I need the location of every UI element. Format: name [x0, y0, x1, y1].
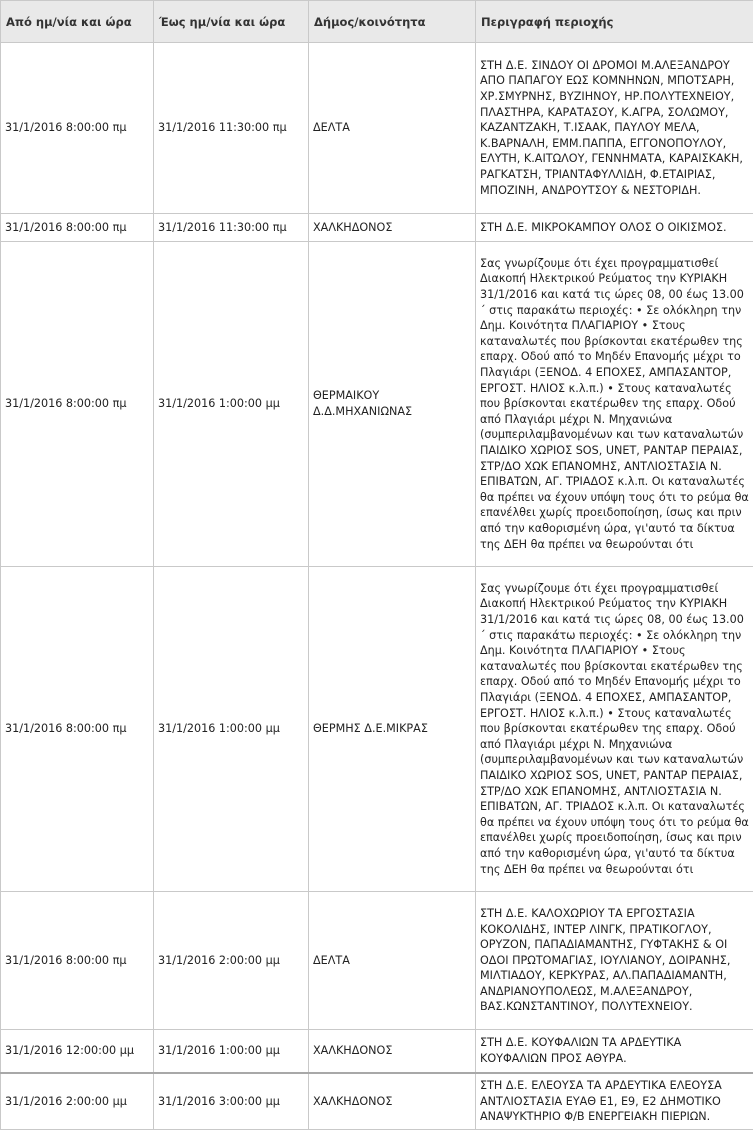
area-description-cell: ΣΤΗ Δ.Ε. ΕΛΕΟΥΣΑ ΤΑ ΑΡΔΕΥΤΙΚΑ ΕΛΕΟΥΣΑ ΑΝΤΛΙΟΣΤΑΣΙΑ ΕΥΑΘ Ε1, Ε9, Ε2 ΔΗΜΟΤΙΚΟ ΑΝΑΨΥΚΤΗΡΙΟ Φ/Β ΕΝΕΡΓΕΙΑΚΗ ΠΙΕΡΙΩΝ. — [476, 1073, 753, 1130]
from-cell: 31/1/2016 12:00:00 μμ — [1, 1030, 154, 1074]
municipality-cell: ΧΑΛΚΗΔΟΝΟΣ — [309, 214, 476, 242]
area-description-cell: ΣΤΗ Δ.Ε. ΚΟΥΦΑΛΙΩΝ ΤΑ ΑΡΔΕΥΤΙΚΑ ΚΟΥΦΑΛΙΩΝ ΠΡΟΣ ΑΘΥΡΑ. — [476, 1030, 753, 1074]
municipality-cell: ΧΑΛΚΗΔΟΝΟΣ — [309, 1030, 476, 1074]
municipality-cell: ΔΕΛΤΑ — [309, 892, 476, 1030]
table-row — [1, 892, 753, 1030]
from-cell: 31/1/2016 8:00:00 πμ — [1, 567, 154, 892]
column-header-from[interactable]: Από ημ/νία και ώρα — [1, 1, 154, 43]
municipality-cell: ΘΕΡΜΑΙΚΟΥ Δ.Δ.ΜΗΧΑΝΙΩΝΑΣ — [309, 242, 476, 567]
area-description-cell: ΣΤΗ Δ.Ε. ΣΙΝΔΟΥ ΟΙ ΔΡΟΜΟΙ Μ.ΑΛΕΞΑΝΔΡΟΥ ΑΠΟ ΠΑΠΑΓΟΥ ΕΩΣ ΚΟΜΝΗΝΩΝ, ΜΠΟΤΣΑΡΗ, ΧΡ.ΣΜΥΡΝΗΣ, ΒΥΖΙΗΝΟΥ, ΗΡ.ΠΟΛΥΤΕΧΝΕΙΟΥ, ΠΛΑΣΤΗΡΑ, ΚΑΡΑΤΑΣΟΥ, Κ.ΑΓΡΑ, ΣΟΛΩΜΟΥ, ΚΑΖΑΝΤΖΑΚΗ, Τ.ΙΣΑΑΚ, ΠΑΥΛΟΥ ΜΕΛΑ, Κ.ΒΑΡΝΑΛΗ, ΕΜΜ.ΠΑΠΠΑ, ΕΓΓΟΝΟΠΟΥΛΟΥ, ΕΛΥΤΗ, Κ.ΑΙΤΩΛΟΥ, ΓΕΝΝΗΜΑΤΑ, ΚΑΡΑΙΣΚΑΚΗ, ΡΑΓΚΑΤΣΗ, ΤΡΙΑΝΤΑΦΥΛΛΙΔΗ, Φ.ΕΤΑΙΡΙΑΣ, ΜΠΟΖΙΝΗ, ΑΝΔΡΟΥΤΣΟΥ & ΝΕΣΤΟΡΙΔΗ. — [476, 43, 753, 214]
column-header-area[interactable]: Περιγραφή περιοχής — [476, 1, 753, 43]
municipality-cell: ΧΑΛΚΗΔΟΝΟΣ — [309, 1073, 476, 1130]
table-header-row — [1, 1, 753, 43]
to-cell: 31/1/2016 1:00:00 μμ — [154, 567, 309, 892]
from-cell: 31/1/2016 8:00:00 πμ — [1, 214, 154, 242]
to-cell: 31/1/2016 1:00:00 μμ — [154, 1030, 309, 1074]
table-row — [1, 43, 753, 214]
municipality-cell: ΔΕΛΤΑ — [309, 43, 476, 214]
from-cell: 31/1/2016 8:00:00 πμ — [1, 242, 154, 567]
area-description-cell: ΣΤΗ Δ.Ε. ΚΑΛΟΧΩΡΙΟΥ ΤΑ ΕΡΓΟΣΤΑΣΙΑ ΚΟΚΟΛΙΔΗΣ, ΙΝΤΕΡ ΛΙΝΓΚ, ΠΡΑΤΙΚΟΓΛΟΥ, ΟΡΥΖΟΝ, ΠΑΠΑΔΙΑΜΑΝΤΗΣ, ΓΥΦΤΑΚΗΣ & ΟΙ ΟΔΟΙ ΠΡΩΤΟΜΑΓΙΑΣ, ΙΟΥΛΙΑΝΟΥ, ΔΟΙΡΑΝΗΣ, ΜΙΛΤΙΑΔΟΥ, ΚΕΡΚΥΡΑΣ, ΑΛ.ΠΑΠΑΔΙΑΜΑΝΤΗ, ΑΝΔΡΙΑΝΟΥΠΟΛΕΩΣ, Μ.ΑΛΕΞΑΝΔΡΟΥ, ΒΑΣ.ΚΩΝΣΤΑΝΤΙΝΟΥ, ΠΟΛΥΤΕΧΝΕΙΟΥ. — [476, 892, 753, 1030]
table-row — [1, 214, 753, 242]
to-cell: 31/1/2016 3:00:00 μμ — [154, 1073, 309, 1130]
table-row — [1, 1073, 753, 1130]
from-cell: 31/1/2016 8:00:00 πμ — [1, 43, 154, 214]
municipality-cell: ΘΕΡΜΗΣ Δ.Ε.ΜΙΚΡΑΣ — [309, 567, 476, 892]
to-cell: 31/1/2016 11:30:00 πμ — [154, 214, 309, 242]
area-description-cell: ΣΤΗ Δ.Ε. ΜΙΚΡΟΚΑΜΠΟΥ ΟΛΟΣ Ο ΟΙΚΙΣΜΟΣ. — [476, 214, 753, 242]
column-header-municipality[interactable]: Δήμος/κοινότητα — [309, 1, 476, 43]
from-cell: 31/1/2016 2:00:00 μμ — [1, 1073, 154, 1130]
to-cell: 31/1/2016 2:00:00 μμ — [154, 892, 309, 1030]
column-header-to[interactable]: Έως ημ/νία και ώρα — [154, 1, 309, 43]
table-row — [1, 242, 753, 567]
to-cell: 31/1/2016 1:00:00 μμ — [154, 242, 309, 567]
area-description-cell: Σας γνωρίζουμε ότι έχει προγραμματισθεί Διακοπή Ηλεκτρικού Ρεύματος την ΚΥΡΙΑΚΗ 31/1/2016 και κατά τις ώρες 08, 00 έως 13.00 ΄ στις παρακάτω περιοχές: • Σε ολόκληρη την Δημ. Κοινότητα ΠΛΑΓΙΑΡΙΟΥ • Στους καταναλωτές που βρίσκονται εκατέρωθεν της επαρχ. Οδού από το Μηδέν Επανομής μέχρι το Πλαγιάρι (ΞΕΝΟΔ. 4 ΕΠΟΧΕΣ, ΑΜΠΑΣΑΝΤΟΡ, ΕΡΓΟΣΤ. ΗΛΙΟΣ κ.λ.π.) • Στους καταναλωτές που βρίσκονται εκατέρωθεν της επαρχ. Οδού από Πλαγιάρι μέχρι Ν. Μηχανιώνα (συμπεριλαμβανομένων και των καταναλωτών ΠΑΙΔΙΚΟ ΧΩΡΙΟΣ SOS, UNET, ΡΑΝΤΑΡ ΠΕΡΑΙΑΣ, ΣΤΡ/ΔΟ ΧΩΚ ΕΠΑΝΟΜΗΣ, ΑΝΤΛΙΟΣΤΑΣΙΑ Ν. ΕΠΙΒΑΤΩΝ, ΑΓ. ΤΡΙΑΔΟΣ κ.λ.π. Οι καταναλωτές θα πρέπει να έχουν υπόψη τους ότι το ρεύμα θα επανέλθει χωρίς προειδοποίηση, ίσως και πριν από την καθορισμένη ώρα, γι'αυτό τα δίκτυα της ΔΕΗ θα πρέπει να θεωρούνται ότι — [476, 242, 753, 567]
table-row — [1, 567, 753, 892]
table-row — [1, 1030, 753, 1074]
to-cell: 31/1/2016 11:30:00 πμ — [154, 43, 309, 214]
from-cell: 31/1/2016 8:00:00 πμ — [1, 892, 154, 1030]
area-description-cell: Σας γνωρίζουμε ότι έχει προγραμματισθεί Διακοπή Ηλεκτρικού Ρεύματος την ΚΥΡΙΑΚΗ 31/1/2016 και κατά τις ώρες 08, 00 έως 13.00 ΄ στις παρακάτω περιοχές: • Σε ολόκληρη την Δημ. Κοινότητα ΠΛΑΓΙΑΡΙΟΥ • Στους καταναλωτές που βρίσκονται εκατέρωθεν της επαρχ. Οδού από το Μηδέν Επανομής μέχρι το Πλαγιάρι (ΞΕΝΟΔ. 4 ΕΠΟΧΕΣ, ΑΜΠΑΣΑΝΤΟΡ, ΕΡΓΟΣΤ. ΗΛΙΟΣ κ.λ.π.) • Στους καταναλωτές που βρίσκονται εκατέρωθεν της επαρχ. Οδού από Πλαγιάρι μέχρι Ν. Μηχανιώνα (συμπεριλαμβανομένων και των καταναλωτών ΠΑΙΔΙΚΟ ΧΩΡΙΟΣ SOS, UNET, ΡΑΝΤΑΡ ΠΕΡΑΙΑΣ, ΣΤΡ/ΔΟ ΧΩΚ ΕΠΑΝΟΜΗΣ, ΑΝΤΛΙΟΣΤΑΣΙΑ Ν. ΕΠΙΒΑΤΩΝ, ΑΓ. ΤΡΙΑΔΟΣ κ.λ.π. Οι καταναλωτές θα πρέπει να έχουν υπόψη τους ότι το ρεύμα θα επανέλθει χωρίς προειδοποίηση, ίσως και πριν από την καθορισμένη ώρα, γι'αυτό τα δίκτυα της ΔΕΗ θα πρέπει να θεωρούνται ότι — [476, 567, 753, 892]
